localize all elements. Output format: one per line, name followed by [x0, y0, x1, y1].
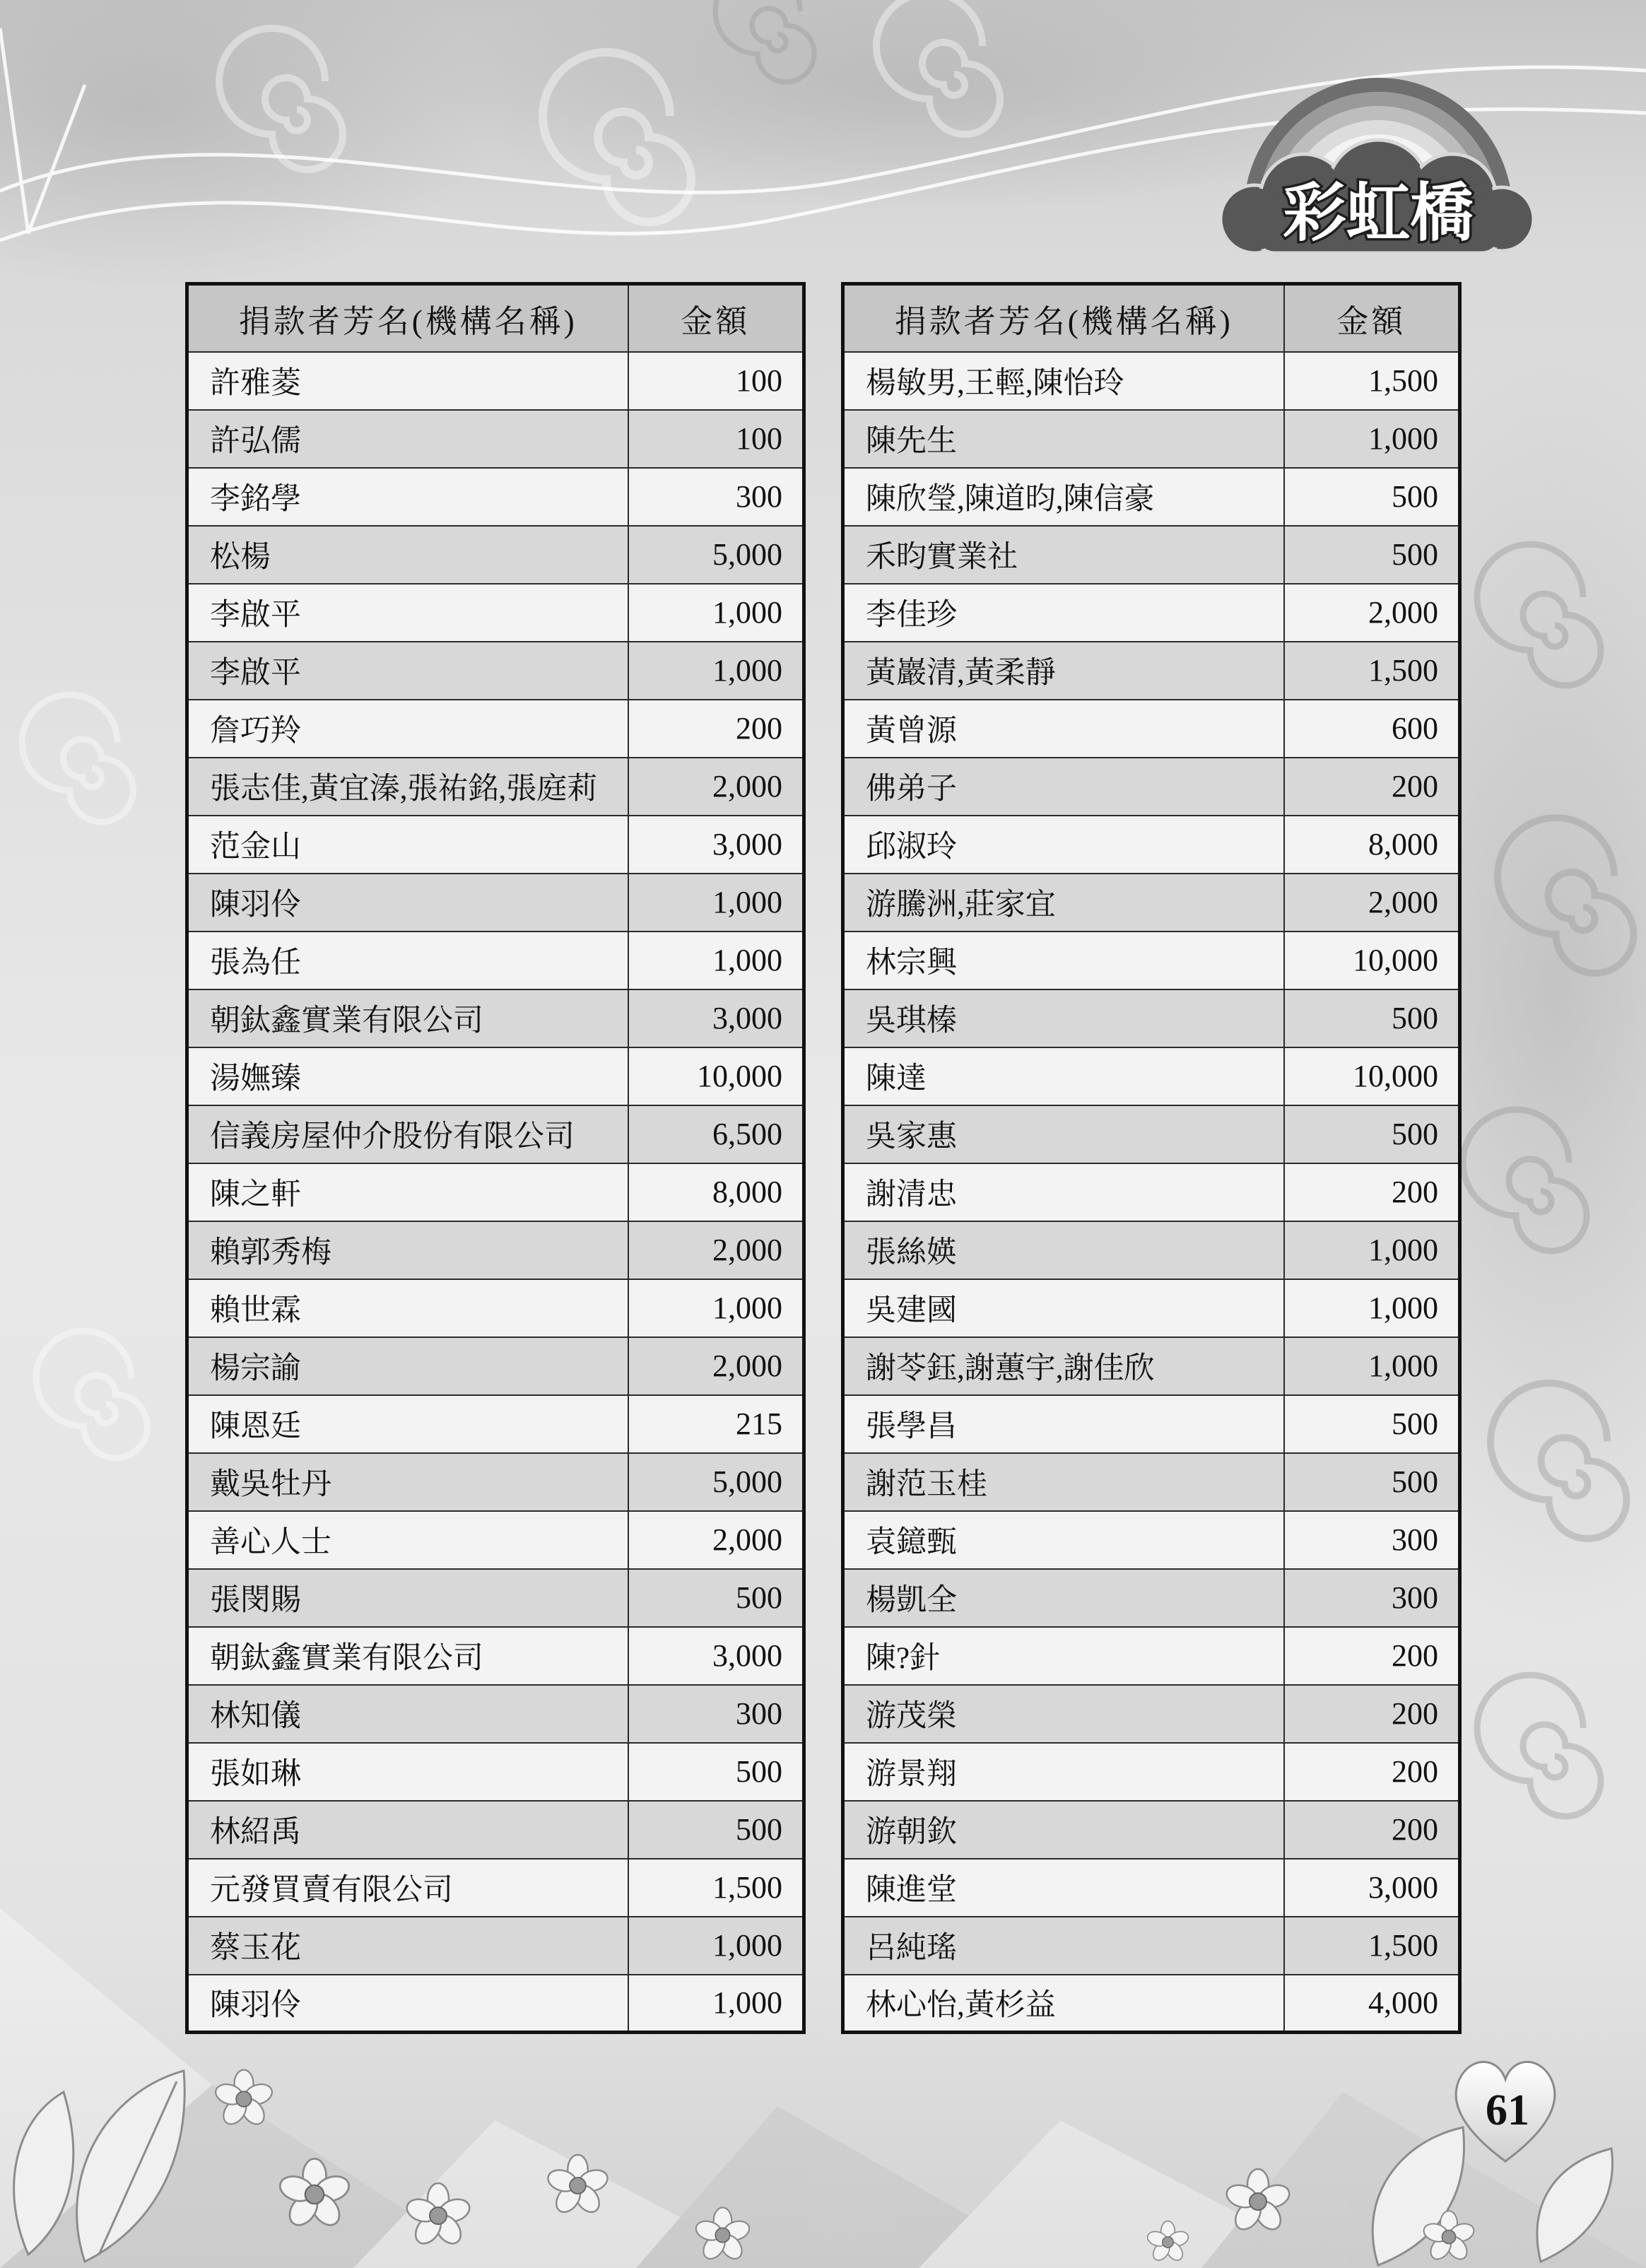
- donation-amount: 8,000: [1284, 816, 1460, 874]
- table-row: [843, 1917, 1460, 1975]
- donor-name: 元發買賣有限公司: [187, 1859, 628, 1917]
- table-row: [187, 1569, 804, 1627]
- donor-table-right: [841, 282, 1458, 2034]
- donation-amount: 1,500: [628, 1859, 804, 1917]
- donation-amount: 5,000: [628, 526, 804, 584]
- table-row: [843, 1975, 1460, 2033]
- donation-amount: 4,000: [1284, 1975, 1460, 2033]
- donor-table-left: [185, 282, 802, 2034]
- donation-amount: 3,000: [628, 989, 804, 1047]
- donor-name: 謝范玉桂: [843, 1453, 1284, 1511]
- donation-amount: 1,000: [628, 874, 804, 932]
- donor-name: 吳建國: [843, 1279, 1284, 1337]
- donation-amount: 100: [628, 352, 804, 410]
- donor-name: 李佳珍: [843, 584, 1284, 642]
- donation-amount: 500: [628, 1569, 804, 1627]
- donor-name: 陳達: [843, 1047, 1284, 1105]
- donation-amount: 600: [1284, 700, 1460, 758]
- donation-amount: 500: [628, 1743, 804, 1801]
- donation-amount: 200: [1284, 758, 1460, 816]
- table-body: [187, 352, 804, 2033]
- donor-name: 謝清忠: [843, 1163, 1284, 1221]
- table-row: [843, 1395, 1460, 1453]
- table-row: [187, 526, 804, 584]
- donor-name: 范金山: [187, 816, 628, 874]
- donor-name: 林心怡,黃杉益: [843, 1975, 1284, 2033]
- donation-amount: 1,000: [1284, 1221, 1460, 1279]
- table-row: [843, 1801, 1460, 1859]
- donation-amount: 2,000: [628, 1221, 804, 1279]
- column-header-amount: 金額: [1284, 284, 1460, 352]
- donor-name: 許弘儒: [187, 410, 628, 468]
- table-row: [843, 1569, 1460, 1627]
- table-row: [187, 584, 804, 642]
- donation-amount: 1,000: [1284, 1337, 1460, 1395]
- donation-amount: 1,000: [1284, 410, 1460, 468]
- table-header-row: [187, 284, 804, 352]
- donation-amount: 200: [1284, 1685, 1460, 1743]
- table-row: [187, 700, 804, 758]
- table-row: [187, 1163, 804, 1221]
- table-row: [843, 989, 1460, 1047]
- table-row: [187, 1801, 804, 1859]
- donor-name: 吳琪榛: [843, 989, 1284, 1047]
- table-row: [843, 1163, 1460, 1221]
- donor-name: 佛弟子: [843, 758, 1284, 816]
- donor-name: 張如琳: [187, 1743, 628, 1801]
- donor-name: 袁鐿甄: [843, 1511, 1284, 1569]
- donation-amount: 200: [1284, 1801, 1460, 1859]
- donor-name: 戴吳牡丹: [187, 1453, 628, 1511]
- donation-amount: 500: [1284, 1453, 1460, 1511]
- table-row: [843, 352, 1460, 410]
- table-row: [843, 1627, 1460, 1685]
- table-row: [187, 874, 804, 932]
- table-row: [187, 468, 804, 526]
- donation-amount: 1,500: [1284, 352, 1460, 410]
- table-row: [843, 932, 1460, 989]
- donation-amount: 300: [1284, 1569, 1460, 1627]
- donor-name: 湯嫵臻: [187, 1047, 628, 1105]
- donation-amount: 6,500: [628, 1105, 804, 1163]
- donor-name: 游騰洲,莊家宜: [843, 874, 1284, 932]
- donor-name: 許雅菱: [187, 352, 628, 410]
- donation-amount: 3,000: [628, 1627, 804, 1685]
- donation-amount: 5,000: [628, 1453, 804, 1511]
- donor-name: 賴郭秀梅: [187, 1221, 628, 1279]
- table-row: [187, 932, 804, 989]
- table-row: [843, 1105, 1460, 1163]
- table-row: [187, 1453, 804, 1511]
- donation-amount: 3,000: [1284, 1859, 1460, 1917]
- donation-amount: 10,000: [628, 1047, 804, 1105]
- donation-amount: 3,000: [628, 816, 804, 874]
- table-row: [843, 410, 1460, 468]
- donation-amount: 200: [1284, 1163, 1460, 1221]
- column-header-donor-name: 捐款者芳名(機構名稱): [843, 284, 1284, 352]
- table-row: [843, 584, 1460, 642]
- column-header-donor-name: 捐款者芳名(機構名稱): [187, 284, 628, 352]
- donor-name: 李啟平: [187, 642, 628, 700]
- donation-amount: 500: [1284, 526, 1460, 584]
- table-row: [187, 642, 804, 700]
- donation-amount: 200: [628, 700, 804, 758]
- donation-amount: 200: [1284, 1627, 1460, 1685]
- donor-name: 張為任: [187, 932, 628, 989]
- donation-amount: 300: [1284, 1511, 1460, 1569]
- donor-name: 游茂榮: [843, 1685, 1284, 1743]
- donation-amount: 500: [1284, 1105, 1460, 1163]
- table-row: [187, 1105, 804, 1163]
- donor-name: 信義房屋仲介股份有限公司: [187, 1105, 628, 1163]
- donor-name: 陳恩廷: [187, 1395, 628, 1453]
- table-row: [187, 1859, 804, 1917]
- table-row: [843, 1279, 1460, 1337]
- donor-name: 游朝欽: [843, 1801, 1284, 1859]
- table-row: [187, 1395, 804, 1453]
- table-row: [187, 758, 804, 816]
- donor-name: 陳羽伶: [187, 1975, 628, 2033]
- table-header-row: [843, 284, 1460, 352]
- page-number: 61: [1486, 2086, 1529, 2134]
- donation-amount: 500: [1284, 468, 1460, 526]
- donor-name: 朝鈦鑫實業有限公司: [187, 1627, 628, 1685]
- table-row: [843, 1047, 1460, 1105]
- donor-name: 賴世霖: [187, 1279, 628, 1337]
- table-row: [187, 816, 804, 874]
- table-row: [843, 700, 1460, 758]
- donation-amount: 1,000: [628, 584, 804, 642]
- donor-name: 謝苓鈺,謝蕙宇,謝佳欣: [843, 1337, 1284, 1395]
- donation-amount: 1,500: [1284, 642, 1460, 700]
- donor-name: 林宗興: [843, 932, 1284, 989]
- donor-name: 陳羽伶: [187, 874, 628, 932]
- table-row: [843, 1453, 1460, 1511]
- donation-amount: 200: [1284, 1743, 1460, 1801]
- table-row: [187, 1975, 804, 2033]
- table-row: [843, 1511, 1460, 1569]
- donor-table: [185, 282, 806, 2034]
- donor-name: 邱淑玲: [843, 816, 1284, 874]
- donor-name: 蔡玉花: [187, 1917, 628, 1975]
- donor-name: 楊宗諭: [187, 1337, 628, 1395]
- table-row: [843, 758, 1460, 816]
- donation-amount: 2,000: [628, 1511, 804, 1569]
- donor-name: 陳先生: [843, 410, 1284, 468]
- table-row: [843, 1859, 1460, 1917]
- donation-amount: 1,000: [628, 1279, 804, 1337]
- table-row: [187, 1685, 804, 1743]
- table-row: [843, 1685, 1460, 1743]
- donation-amount: 500: [628, 1801, 804, 1859]
- donor-name: 林知儀: [187, 1685, 628, 1743]
- table-row: [843, 468, 1460, 526]
- donor-name: 陳?針: [843, 1627, 1284, 1685]
- donation-amount: 1,000: [628, 932, 804, 989]
- table-row: [187, 1279, 804, 1337]
- table-row: [843, 1743, 1460, 1801]
- donation-amount: 500: [1284, 989, 1460, 1047]
- donation-amount: 8,000: [628, 1163, 804, 1221]
- logo-text: 彩虹橋: [1283, 176, 1474, 250]
- donation-amount: 2,000: [1284, 874, 1460, 932]
- table-row: [843, 1337, 1460, 1395]
- donor-name: 陳欣瑩,陳道昀,陳信豪: [843, 468, 1284, 526]
- table-row: [187, 352, 804, 410]
- table-row: [187, 1511, 804, 1569]
- donation-amount: 2,000: [628, 1337, 804, 1395]
- donor-name: 張志佳,黃宜溱,張祐銘,張庭莉: [187, 758, 628, 816]
- column-header-amount: 金額: [628, 284, 804, 352]
- donation-amount: 10,000: [1284, 1047, 1460, 1105]
- donor-name: 陳進堂: [843, 1859, 1284, 1917]
- donation-amount: 300: [628, 1685, 804, 1743]
- table-row: [187, 410, 804, 468]
- donor-name: 詹巧羚: [187, 700, 628, 758]
- page-number-badge: [1445, 2050, 1565, 2166]
- donor-name: 呂純瑤: [843, 1917, 1284, 1975]
- donation-amount: 300: [628, 468, 804, 526]
- donation-amount: 500: [1284, 1395, 1460, 1453]
- donor-name: 吳家惠: [843, 1105, 1284, 1163]
- table-row: [187, 1627, 804, 1685]
- donor-name: 林紹禹: [187, 1801, 628, 1859]
- donor-name: 陳之軒: [187, 1163, 628, 1221]
- donor-name: 張絲媖: [843, 1221, 1284, 1279]
- rainbow-bridge-logo: [1201, 71, 1555, 262]
- table-row: [187, 1221, 804, 1279]
- donation-amount: 2,000: [628, 758, 804, 816]
- donor-name: 張學昌: [843, 1395, 1284, 1453]
- donor-name: 朝鈦鑫實業有限公司: [187, 989, 628, 1047]
- table-row: [187, 1047, 804, 1105]
- donor-name: 李銘學: [187, 468, 628, 526]
- donation-amount: 215: [628, 1395, 804, 1453]
- table-row: [843, 1221, 1460, 1279]
- donation-amount: 1,500: [1284, 1917, 1460, 1975]
- donation-amount: 10,000: [1284, 932, 1460, 989]
- donor-name: 松楊: [187, 526, 628, 584]
- table-row: [843, 526, 1460, 584]
- donor-name: 黃巖清,黃柔靜: [843, 642, 1284, 700]
- table-row: [187, 989, 804, 1047]
- table-row: [843, 816, 1460, 874]
- donor-name: 楊凱全: [843, 1569, 1284, 1627]
- table-row: [187, 1917, 804, 1975]
- donor-name: 禾昀實業社: [843, 526, 1284, 584]
- donor-name: 善心人士: [187, 1511, 628, 1569]
- donation-amount: 1,000: [628, 1975, 804, 2033]
- donation-amount: 1,000: [628, 642, 804, 700]
- table-row: [187, 1337, 804, 1395]
- donor-name: 張閔賜: [187, 1569, 628, 1627]
- donor-name: 黃曾源: [843, 700, 1284, 758]
- table-row: [187, 1743, 804, 1801]
- donor-name: 楊敏男,王輕,陳怡玲: [843, 352, 1284, 410]
- donation-amount: 100: [628, 410, 804, 468]
- donor-name: 李啟平: [187, 584, 628, 642]
- table-row: [843, 642, 1460, 700]
- table-row: [843, 874, 1460, 932]
- donor-name: 游景翔: [843, 1743, 1284, 1801]
- table-body: [843, 352, 1460, 2033]
- donation-amount: 2,000: [1284, 584, 1460, 642]
- donor-table: [841, 282, 1462, 2034]
- donation-amount: 1,000: [628, 1917, 804, 1975]
- donation-amount: 1,000: [1284, 1279, 1460, 1337]
